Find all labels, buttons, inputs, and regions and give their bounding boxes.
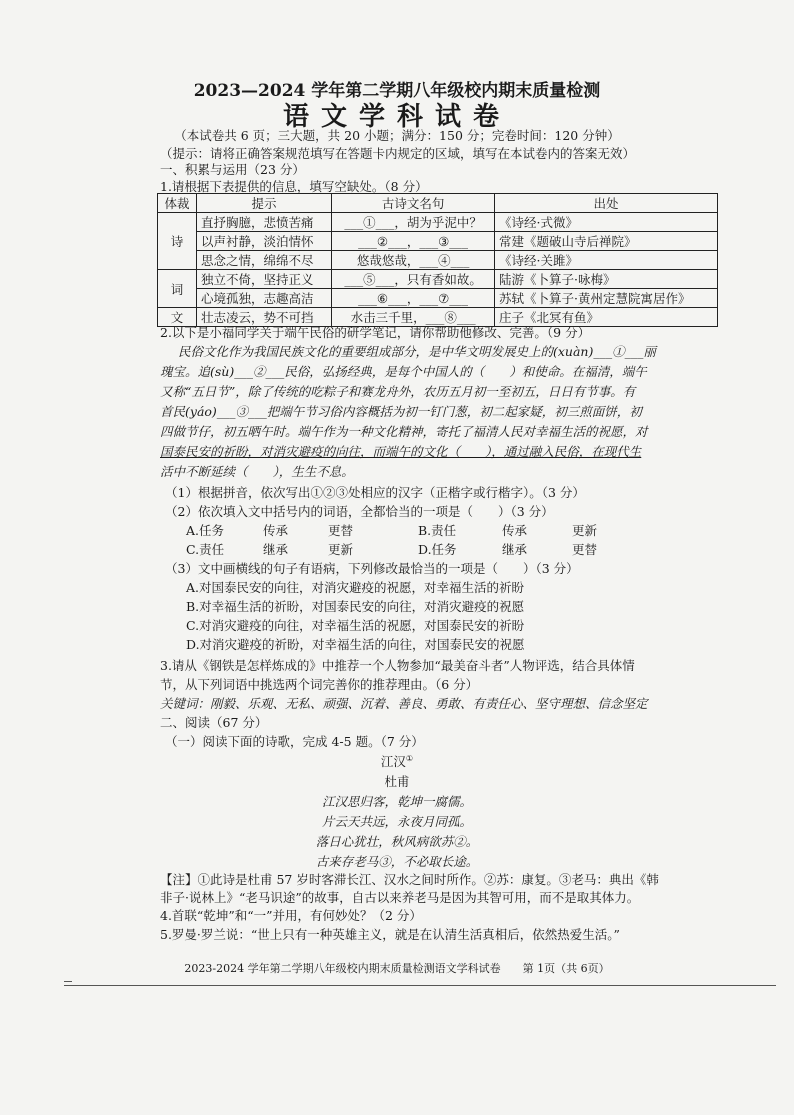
exam-info: （本试卷共 6 页；三大题，共 20 小题；满分：150 分；完卷时间：120 分钟） <box>174 128 620 143</box>
hint-cell: 心境孤独，志趣高洁 <box>197 289 332 308</box>
option-text: C.责任 <box>186 542 225 557</box>
question-2-sub2: （2）依次填入文中括号内的词语，全都恰当的一项是（ ）（3 分） <box>165 504 554 519</box>
exam-tip: （提示：请将正确答案规范填写在答题卡内规定的区域，填写在本试卷内的答案无效） <box>160 146 636 161</box>
poem-line: 古来存老马③，不必取长途。 <box>315 854 479 869</box>
keywords: 关键词：刚毅、乐观、无私、顽强、沉着、善良、勇敢、有责任心、坚守理想、信念坚定 <box>160 696 648 711</box>
option-text: B.对幸福生活的祈盼，对国泰民安的向往，对消灾避疫的祝愿 <box>186 599 525 614</box>
option-text: 传承 <box>263 523 289 538</box>
poem-note-1: 【注】①此诗是杜甫 57 岁时客滞长江、汉水之间时所作。②苏：康复。③老马：典出《韩 <box>160 872 659 887</box>
hint-cell: 以声衬静，淡泊情怀 <box>197 232 332 251</box>
table-row <box>158 213 718 232</box>
section-1-heading: 一、积累与运用（23 分） <box>160 162 305 177</box>
question-3: 3.请从《钢铁是怎样炼成的》中推荐一个人物参加“最美奋斗者”人物评选，结合具体情 <box>160 658 635 673</box>
poem-line: 落日心犹壮，秋风病欲苏②。 <box>315 834 479 849</box>
source-cell: 庄子《北冥有鱼》 <box>495 308 718 327</box>
line-cell: ___⑤___，只有香如故。 <box>332 270 495 289</box>
hint-cell: 思念之情，绵绵不尽 <box>197 251 332 270</box>
hint-cell: 壮志凌云，势不可挡 <box>197 308 332 327</box>
option-text: B.责任 <box>418 523 457 538</box>
table-header: 提示 <box>197 194 332 213</box>
hint-cell: 独立不倚，坚持正义 <box>197 270 332 289</box>
question-5: 5.罗曼·罗兰说：“世上只有一种英雄主义，就是在认清生活真相后，依然热爱生活。” <box>160 927 620 942</box>
question-4: 4.首联“乾坤”和“一”并用，有何妙处？（2 分） <box>160 908 422 923</box>
poem-title: 江汉① <box>380 753 414 769</box>
section-2-heading: 二、阅读（67 分） <box>160 715 268 730</box>
option-text: A.任务 <box>186 523 225 538</box>
table-header: 古诗文名句 <box>332 194 495 213</box>
table-row <box>158 270 718 289</box>
passage-line: 首民(yáo)___③___把端午节习俗内容概括为初一钉门葱，初二起家疑，初三煎面饼，初 <box>160 404 642 419</box>
option-text: 继承 <box>263 542 289 557</box>
line-cell: 悠哉悠哉，___④___ <box>332 251 495 270</box>
poem-note-2: 非子·说林上》“老马识途”的故事，自古以来养老马是因为其智可用，而不是取其体力。 <box>160 890 640 905</box>
line-cell: ___⑥___，___⑦___ <box>332 289 495 308</box>
poem-title-note: ① <box>405 753 414 763</box>
table-header: 体裁 <box>158 194 197 213</box>
page-footer: 2023-2024 学年第二学期八年级校内期末质量检测语文学科试卷 第 1页（共 6页） <box>184 962 610 975</box>
question-2: 2.以下是小福同学关于端午民俗的研学笔记，请你帮助他修改、完善。（9 分） <box>160 325 591 340</box>
poem-line: 片云天共远，永夜月同孤。 <box>321 814 472 829</box>
source-cell: 《诗经·关雎》 <box>495 251 718 270</box>
passage-line: 民俗文化作为我国民族文化的重要组成部分，是中华文明发展史上的(xuàn)___①___丽 <box>178 344 656 359</box>
passage-line: 瑰宝。追(sù)___②___民俗，弘扬经典，是每个中国人的（ ）和使命。在福清，端午 <box>160 364 647 379</box>
poem-author: 杜甫 <box>384 774 410 789</box>
table-row <box>158 289 718 308</box>
bottom-rule <box>64 985 776 986</box>
exam-title: 语文学科试卷 <box>282 102 511 132</box>
hint-cell: 直抒胸臆，悲愤苦痛 <box>197 213 332 232</box>
option-text: 继承 <box>502 542 528 557</box>
option-text: D.任务 <box>418 542 457 557</box>
question-2-sub1: （1）根据拼音，依次写出①②③处相应的汉字（正楷字或行楷字）。（3 分） <box>165 485 585 500</box>
option-text: 更新 <box>328 542 354 557</box>
option-text: C.对消灾避疫的向往，对幸福生活的祝愿，对国泰民安的祈盼 <box>186 618 525 633</box>
option-text: 更替 <box>572 542 598 557</box>
line-cell: ___①___，胡为乎泥中？ <box>332 213 495 232</box>
question-1: 1.请根据下表提供的信息，填写空缺处。（8 分） <box>160 179 428 194</box>
passage-line: 又称“五日节”，除了传统的吃粽子和赛龙舟外，农历五月初一至初五，日日有节事。有 <box>160 384 636 399</box>
option-text: 更替 <box>328 523 354 538</box>
scan-mark <box>64 981 72 982</box>
source-cell: 苏轼《卜算子·黄州定慧院寓居作》 <box>495 289 718 308</box>
question-3-cont: 节，从下列词语中挑选两个词完善你的推荐理由。（6 分） <box>160 677 479 692</box>
source-cell: 《诗经·式微》 <box>495 213 718 232</box>
line-cell: ___②___，___③___ <box>332 232 495 251</box>
poem-line: 江汉思归客，乾坤一腐儒。 <box>321 794 472 809</box>
question-2-sub3: （3）文中画横线的句子有语病，下列修改最恰当的一项是（ ）（3 分） <box>165 561 579 576</box>
part-1-heading: （一）阅读下面的诗歌，完成 4-5 题。（7 分） <box>165 734 424 749</box>
table-row <box>158 251 718 270</box>
table-row <box>158 232 718 251</box>
passage-line-underlined: 国泰民安的祈盼，对消灾避疫的向往，而端午的文化（ ），通过融入民俗，在现代生 <box>160 444 642 459</box>
option-text: D.对消灾避疫的祈盼，对幸福生活的向往，对国泰民安的祝愿 <box>186 637 525 652</box>
passage-line: 活中不断延续（ ），生生不息。 <box>160 464 354 479</box>
option-text: 更新 <box>572 523 598 538</box>
genre-cell: 文 <box>158 308 197 327</box>
passage-line: 四做节仔，初五晒午时。端午作为一种文化精神，寄托了福清人民对幸福生活的祝愿，对 <box>160 424 648 439</box>
genre-cell: 诗 <box>158 213 197 270</box>
source-cell: 陆游《卜算子·咏梅》 <box>495 270 718 289</box>
poem-table <box>157 193 718 327</box>
option-text: A.对国泰民安的向往，对消灾避疫的祝愿，对幸福生活的祈盼 <box>186 580 525 595</box>
table-header-row <box>158 194 718 213</box>
table-header: 出处 <box>495 194 718 213</box>
option-text: 传承 <box>502 523 528 538</box>
exam-heading: 2023—2024 学年第二学期八年级校内期末质量检测 <box>193 81 601 101</box>
line-cell: 水击三千里，___⑧___ <box>332 308 495 327</box>
source-cell: 常建《题破山寺后禅院》 <box>495 232 718 251</box>
genre-cell: 词 <box>158 270 197 308</box>
